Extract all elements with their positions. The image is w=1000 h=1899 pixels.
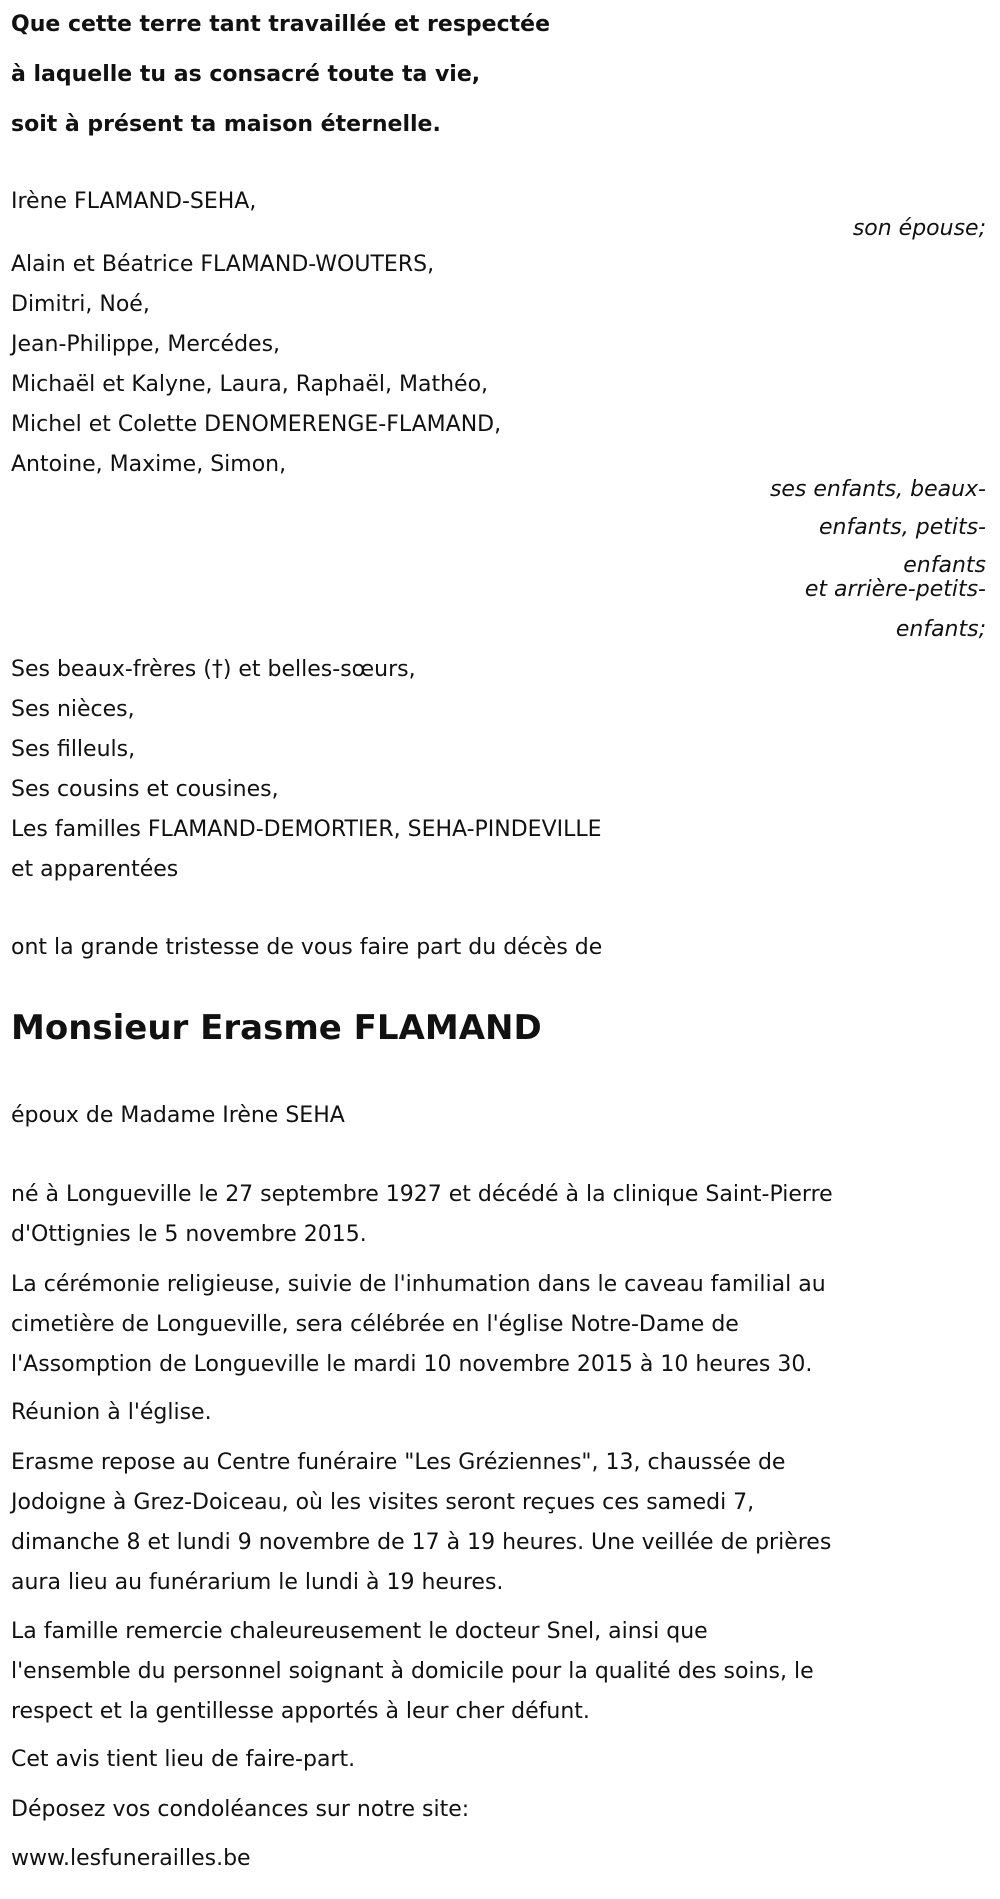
text-line: La famille remercie chaleureusement le docteur Snel, ainsi que <box>11 1619 708 1644</box>
family-line: Jean-Philippe, Mercédes, <box>11 332 281 357</box>
text-line: respect et la gentillesse apportés à leur cher défunt. <box>11 1699 590 1724</box>
family-line: Michel et Colette DENOMERENGE-FLAMAND, <box>11 412 502 437</box>
spouse-block <box>11 182 256 222</box>
role-label: ses enfants, beaux- <box>769 477 986 502</box>
family-line: Michaël et Kalyne, Laura, Raphaël, Mathéo, <box>11 372 489 397</box>
verse-line: soit à présent ta maison éternelle. <box>11 112 441 137</box>
children-list <box>11 245 501 485</box>
rest-paragraph <box>11 1443 831 1603</box>
role-label: enfants; <box>895 617 986 642</box>
children-role <box>770 471 986 585</box>
opening-verse <box>11 0 550 150</box>
grandchildren-role <box>805 570 986 650</box>
text-line: La cérémonie religieuse, suivie de l'inhumation dans le caveau familial au <box>11 1272 826 1297</box>
family-line: Les familles FLAMAND-DEMORTIER, SEHA-PINDEVILLE <box>11 817 602 842</box>
deceased-name: Monsieur Erasme FLAMAND <box>11 1008 542 1048</box>
family-line: Dimitri, Noé, <box>11 292 150 317</box>
text-line: Cet avis tient lieu de faire-part. <box>11 1747 356 1772</box>
text-line: cimetière de Longueville, sera célébrée en l'église Notre-Dame de <box>11 1312 739 1337</box>
family-line: Antoine, Maxime, Simon, <box>11 452 287 477</box>
relatives-list <box>11 650 602 890</box>
notice-paragraph <box>11 1740 355 1780</box>
text-line: l'Assomption de Longueville le mardi 10 novembre 2015 à 10 heures 30. <box>11 1352 813 1377</box>
announcement-text: ont la grande tristesse de vous faire part du décès de <box>11 935 603 960</box>
role-label: enfants, petits- <box>819 515 986 540</box>
verse-line: Que cette terre tant travaillée et respectée <box>11 12 550 37</box>
text-line: né à Longueville le 27 septembre 1927 et décédé à la clinique Saint-Pierre <box>11 1182 833 1207</box>
text-line: d'Ottignies le 5 novembre 2015. <box>11 1222 367 1247</box>
text-line: dimanche 8 et lundi 9 novembre de 17 à 19 heures. Une veillée de prières <box>11 1530 832 1555</box>
condolences-paragraph <box>11 1790 469 1830</box>
announcement <box>11 928 602 968</box>
website-link[interactable] <box>11 1839 251 1879</box>
family-line: et apparentées <box>11 857 179 882</box>
text-line: Erasme repose au Centre funéraire "Les Gréziennes", 13, chaussée de <box>11 1450 786 1475</box>
family-line: Alain et Béatrice FLAMAND-WOUTERS, <box>11 252 435 277</box>
birth-death-paragraph <box>11 1175 833 1255</box>
spouse-role <box>853 209 986 249</box>
family-line: Ses beaux-frères (†) et belles-sœurs, <box>11 657 416 682</box>
role-label: son épouse; <box>852 216 986 241</box>
text-line: l'ensemble du personnel soignant à domicile pour la qualité des soins, le <box>11 1659 814 1684</box>
ceremony-paragraph <box>11 1265 826 1385</box>
text-line: Déposez vos condoléances sur notre site: <box>11 1797 470 1822</box>
meeting-paragraph <box>11 1393 212 1433</box>
family-line: Ses filleuls, <box>11 737 136 762</box>
family-line: Ses cousins et cousines, <box>11 777 279 802</box>
text-line: Réunion à l'église. <box>11 1400 212 1425</box>
family-line: Ses nièces, <box>11 697 135 722</box>
text-line: aura lieu au funérarium le lundi à 19 heures. <box>11 1570 504 1595</box>
role-label: enfants <box>903 553 986 578</box>
spouse-of-text: époux de Madame Irène SEHA <box>11 1103 345 1128</box>
website-url[interactable]: www.lesfunerailles.be <box>11 1846 251 1871</box>
thanks-paragraph <box>11 1612 814 1732</box>
role-label: et arrière-petits- <box>804 577 986 602</box>
spouse-of <box>11 1096 345 1136</box>
text-line: Jodoigne à Grez-Doiceau, où les visites seront reçues ces samedi 7, <box>11 1490 755 1515</box>
verse-line: à laquelle tu as consacré toute ta vie, <box>11 62 481 87</box>
spouse-name: Irène FLAMAND-SEHA, <box>11 189 257 214</box>
